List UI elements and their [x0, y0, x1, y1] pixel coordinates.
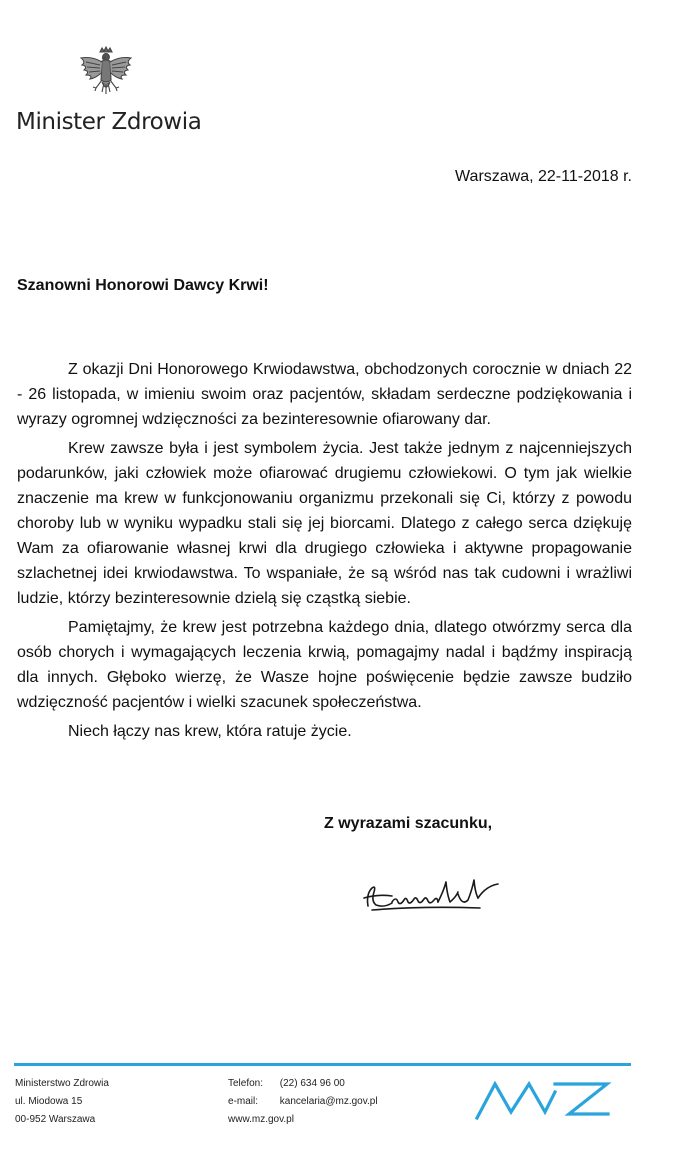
- paragraph-1: Z okazji Dni Honorowego Krwiodawstwa, obchodzonych corocznie w dniach 22 - 26 listopada, w imieniu swoim oraz pacjentów, składam serdeczne podziękowania i wyrazy ogromnej wdzięczności za bezinteresownie ofiarowany dar.: [17, 361, 632, 428]
- footer-street: ul. Miodowa 15: [15, 1096, 83, 1107]
- polish-eagle-emblem-icon: [78, 46, 134, 108]
- paragraph-4: Niech łączy nas krew, która ratuje życie.: [68, 723, 352, 740]
- paragraph-2: Krew zawsze była i jest symbolem życia. Jest także jednym z najcenniejszych podarunków, jaki człowiek może ofiarować drugiemu człowiekowi. O tym jak wielkie znaczenie ma krew w funkcjonowaniu organizmu przekonali się Ci, którzy z powodu choroby lub w wyniku wypadku stali się jej biorcami. Dlatego z całego serca dziękuję Wam za ofiarowanie własnej krwi dla drugiego człowieka i aktywne propagowanie szlachetnej idei krwiodawstwa. To wspaniałe, że są wśród nas tak cudowni i wrażliwi ludzie, którzy bezinteresownie dzielą się cząstką siebie.: [17, 440, 632, 607]
- footer-address: [15, 1075, 109, 1129]
- email-link[interactable]: kancelaria@mz.gov.pl: [279, 1096, 378, 1107]
- paragraph-3: Pamiętajmy, że krew jest potrzebna każdego dnia, dlatego otwórzmy serca dla osób chorych i wymagających leczenia krwią, pomagajmy nadal i bądźmy inspiracją dla innych. Głęboko wierzę, że Wasze hojne poświęcenie będzie zawsze budziło wdzięczność pacjentów i wielki szacunek społeczeństwa.: [17, 619, 632, 711]
- footer-email-row: [228, 1093, 378, 1111]
- letter-closing: Z wyrazami szacunku,: [324, 815, 493, 832]
- letter-salutation: Szanowni Honorowi Dawcy Krwi!: [17, 277, 269, 294]
- handwritten-signature: [362, 872, 502, 916]
- letter-body: [17, 357, 632, 748]
- footer-contact: [228, 1075, 378, 1129]
- footer-organization: Ministerstwo Zdrowia: [15, 1078, 109, 1089]
- phone-label: Telefon:: [228, 1078, 264, 1089]
- footer-website-link[interactable]: www.mz.gov.pl: [228, 1114, 294, 1125]
- letter-date: Warszawa, 22-11-2018 r.: [455, 168, 632, 185]
- mz-logo-icon: [475, 1078, 615, 1120]
- ministry-title: Minister Zdrowia: [16, 109, 202, 135]
- footer-postal-city: 00-952 Warszawa: [15, 1114, 96, 1125]
- footer-phone-row: [228, 1075, 378, 1093]
- email-label: e-mail:: [228, 1096, 259, 1107]
- phone-value: (22) 634 96 00: [279, 1078, 345, 1089]
- footer-divider: [14, 1063, 631, 1066]
